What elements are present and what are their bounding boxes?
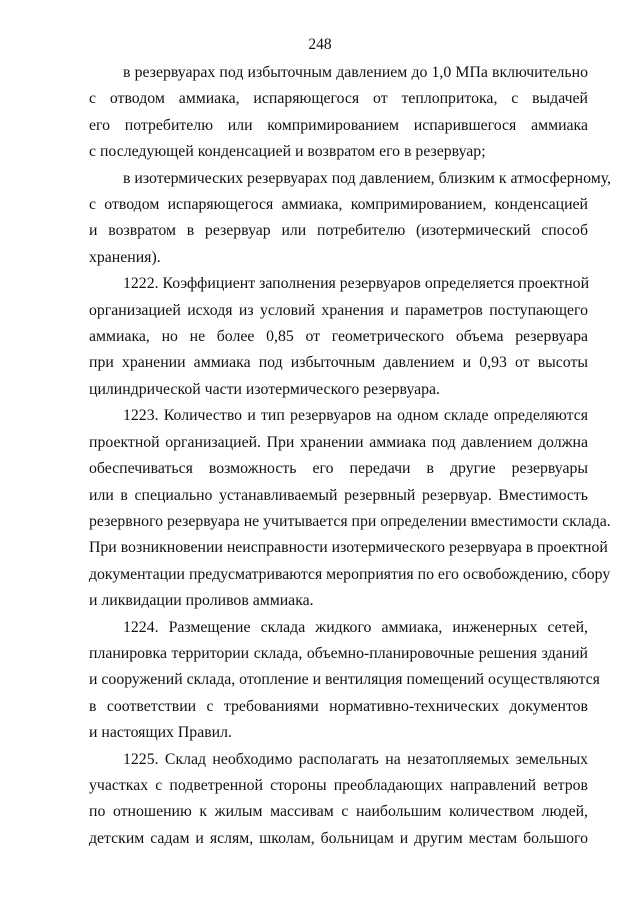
text-line: и ликвидации проливов аммиака.: [89, 592, 314, 610]
paragraph-1223: [89, 403, 611, 614]
text-line: планировка территории склада, объемно-планировочные решения зданий: [89, 644, 588, 662]
text-line: или в специально устанавливаемый резервный резервуар. Вместимость: [89, 486, 588, 504]
text-line: участках с подветренной стороны преобладающих направлений ветров: [89, 776, 588, 794]
text-line: при хранении аммиака под избыточным давлением и 0,93 от высоты: [89, 354, 588, 372]
text-line: с отводом аммиака, испаряющегося от теплопритока, с выдачей: [89, 90, 588, 108]
text-line: и сооружений склада, отопление и вентиляция помещений осуществляются: [89, 671, 600, 689]
text-line: по отношению к жилым массивам с наибольшим количеством людей,: [89, 803, 588, 821]
paragraph-1224: [89, 615, 600, 747]
text-line: и настоящих Правил.: [89, 724, 232, 742]
page-number: 248: [308, 36, 332, 53]
text-line: его потребителю или компримированием испарившегося аммиака: [89, 116, 588, 134]
text-line: организацией исходя из условий хранения и параметров поступающего: [89, 301, 588, 319]
paragraph-pressure-tanks: [89, 60, 588, 166]
text-line: в резервуарах под избыточным давлением до 1,0 МПа включительно: [123, 64, 588, 81]
text-line: аммиака, но не более 0,85 от геометрического объема резервуара: [89, 328, 588, 346]
text-line: 1224. Размещение склада жидкого аммиака, инженерных сетей,: [123, 618, 588, 636]
text-line: с последующей конденсацией и возвратом его в резервуар;: [89, 143, 486, 161]
text-line: 1225. Склад необходимо располагать на незатопляемых земельных: [123, 750, 588, 768]
text-line: При возникновении неисправности изотермического резервуара в проектной: [89, 539, 608, 557]
body-text: [89, 60, 611, 852]
text-line: документации предусматриваются мероприятия по его освобождению, сбору: [89, 565, 611, 583]
text-line: детским садам и яслям, школам, больницам и другим местам большого: [89, 829, 588, 847]
text-line: в соответствии с требованиями нормативно-технических документов: [89, 697, 588, 715]
text-line: с отводом испаряющегося аммиака, компримированием, конденсацией: [89, 196, 588, 214]
text-line: резервного резервуара не учитывается при определении вместимости склада.: [89, 512, 611, 530]
paragraph-1222: [89, 271, 588, 403]
text-line: хранения).: [89, 248, 161, 266]
text-line: цилиндрической части изотермического резервуара.: [89, 380, 441, 398]
paragraph-1225: [89, 747, 588, 853]
text-line: в изотермических резервуарах под давлением, близким к атмосферному,: [123, 169, 611, 187]
text-line: проектной организацией. При хранении аммиака под давлением должна: [89, 433, 588, 451]
text-line: и возвратом в резервуар или потребителю (изотермический способ: [89, 222, 588, 240]
text-line: 1223. Количество и тип резервуаров на одном складе определяются: [123, 407, 588, 425]
paragraph-isothermal-tanks: [89, 166, 611, 272]
text-line: обеспечиваться возможность его передачи в другие резервуары: [89, 460, 588, 478]
text-line: 1222. Коэффициент заполнения резервуаров определяется проектной: [123, 275, 590, 293]
